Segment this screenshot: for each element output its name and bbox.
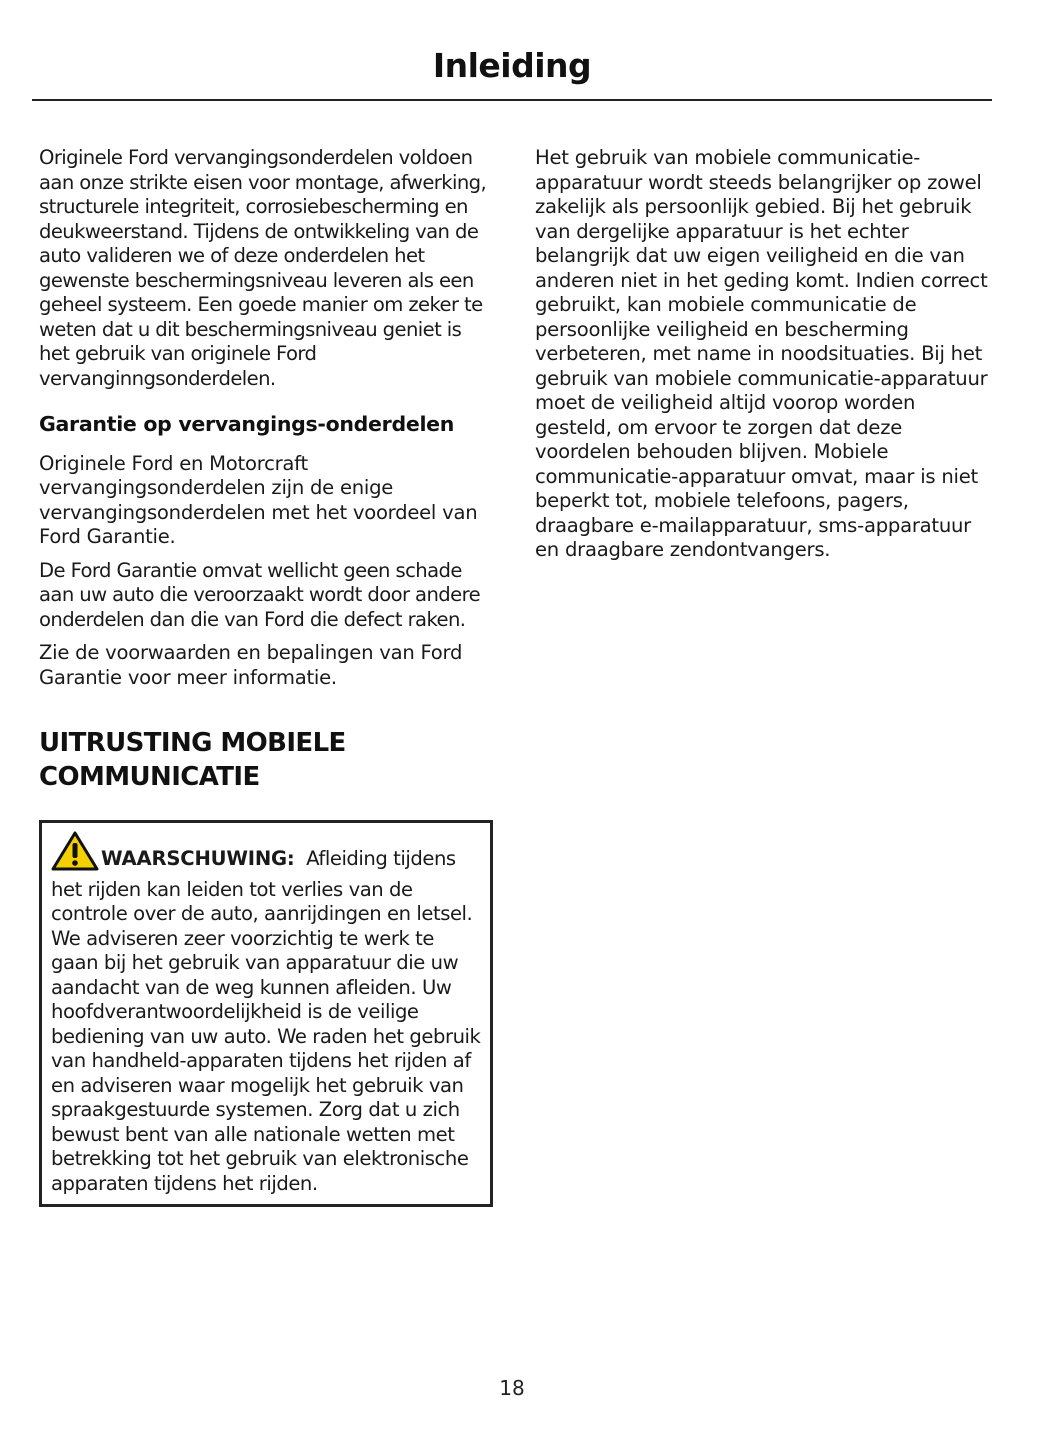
page-number: 18 xyxy=(499,1376,525,1400)
body-paragraph: Zie de voorwaarden en bepalingen van Ford Garantie voor meer informatie. xyxy=(39,641,463,689)
warning-text: Afleiding tijdens het rijden kan leiden tot verlies van de controle over de auto, aanrijdingen en letsel. We adviseren zeer voorzichtig te werk te gaan bij het gebruik van apparatuur die uw aandacht van de weg kunnen afleiden. Uw hoofdverantwoordelijkheid is de veilige bediening van uw auto. We raden het gebruik van handheld-apparaten tijdens het rijden af en adviseren waar mogelijk het gebruik van spraakgestuurde systemen. Zorg dat u zich bewust bent van alle nationale wetten met betrekking tot het gebruik van elektronische apparaten tijdens het rijden. xyxy=(51,847,481,1195)
left-column xyxy=(39,146,495,1207)
warning-text-block xyxy=(51,831,482,1196)
warning-box xyxy=(39,820,493,1207)
right-column xyxy=(535,146,993,572)
replacement-parts-warranty-heading: Garantie op vervangings-onderdelen xyxy=(39,412,455,436)
warning-triangle-icon xyxy=(51,831,99,878)
title-divider xyxy=(32,99,992,101)
page-title: Inleiding xyxy=(432,46,592,85)
warning-label: WAARSCHUWING: xyxy=(101,847,295,870)
body-paragraph: De Ford Garantie omvat wellicht geen schade aan uw auto die veroorzaakt wordt door andere onderdelen dan die van Ford die defect raken. xyxy=(39,558,481,631)
mobile-communication-paragraph: Het gebruik van mobiele communicatie-apparatuur wordt steeds belangrijker op zowel zakelijk als persoonlijk gebied. Bij het gebruik van dergelijke apparatuur is het echter belangrijk dat uw eigen veiligheid en die van anderen niet in het geding komt. Indien correct gebruikt, kan mobiele communicatie de persoonlijke veiligheid en bescherming verbeteren, met name in noodsituaties. Bij het gebruik van mobiele communicatie-apparatuur moet de veiligheid altijd voorop worden gesteld, om ervoor te zorgen dat deze voordelen behouden blijven. Mobiele communicatie-apparatuur omvat, maar is niet beperkt tot, mobiele telefoons, pagers, draagbare e-mailapparatuur, sms-apparatuur en draagbare zendontvangers. xyxy=(535,146,988,561)
intro-paragraph: Originele Ford vervangingsonderdelen voldoen aan onze strikte eisen voor montage, afwerking, structurele integriteit, corrosiebescherming en deukweerstand. Tijdens de ontwikkeling van de auto valideren we of deze onderdelen het gewenste beschermingsniveau leveren als een geheel systeem. Een goede manier om zeker te weten dat u dit beschermingsniveau geniet is het gebruik van originele Ford vervanginngsonderdelen. xyxy=(39,146,487,390)
body-paragraph: Originele Ford en Motorcraft vervangingsonderdelen zijn de enige vervangingsonderdelen met het voordeel van Ford Garantie. xyxy=(39,451,478,548)
mobile-communication-section-heading: UITRUSTING MOBIELE COMMUNICATIE xyxy=(39,728,346,792)
